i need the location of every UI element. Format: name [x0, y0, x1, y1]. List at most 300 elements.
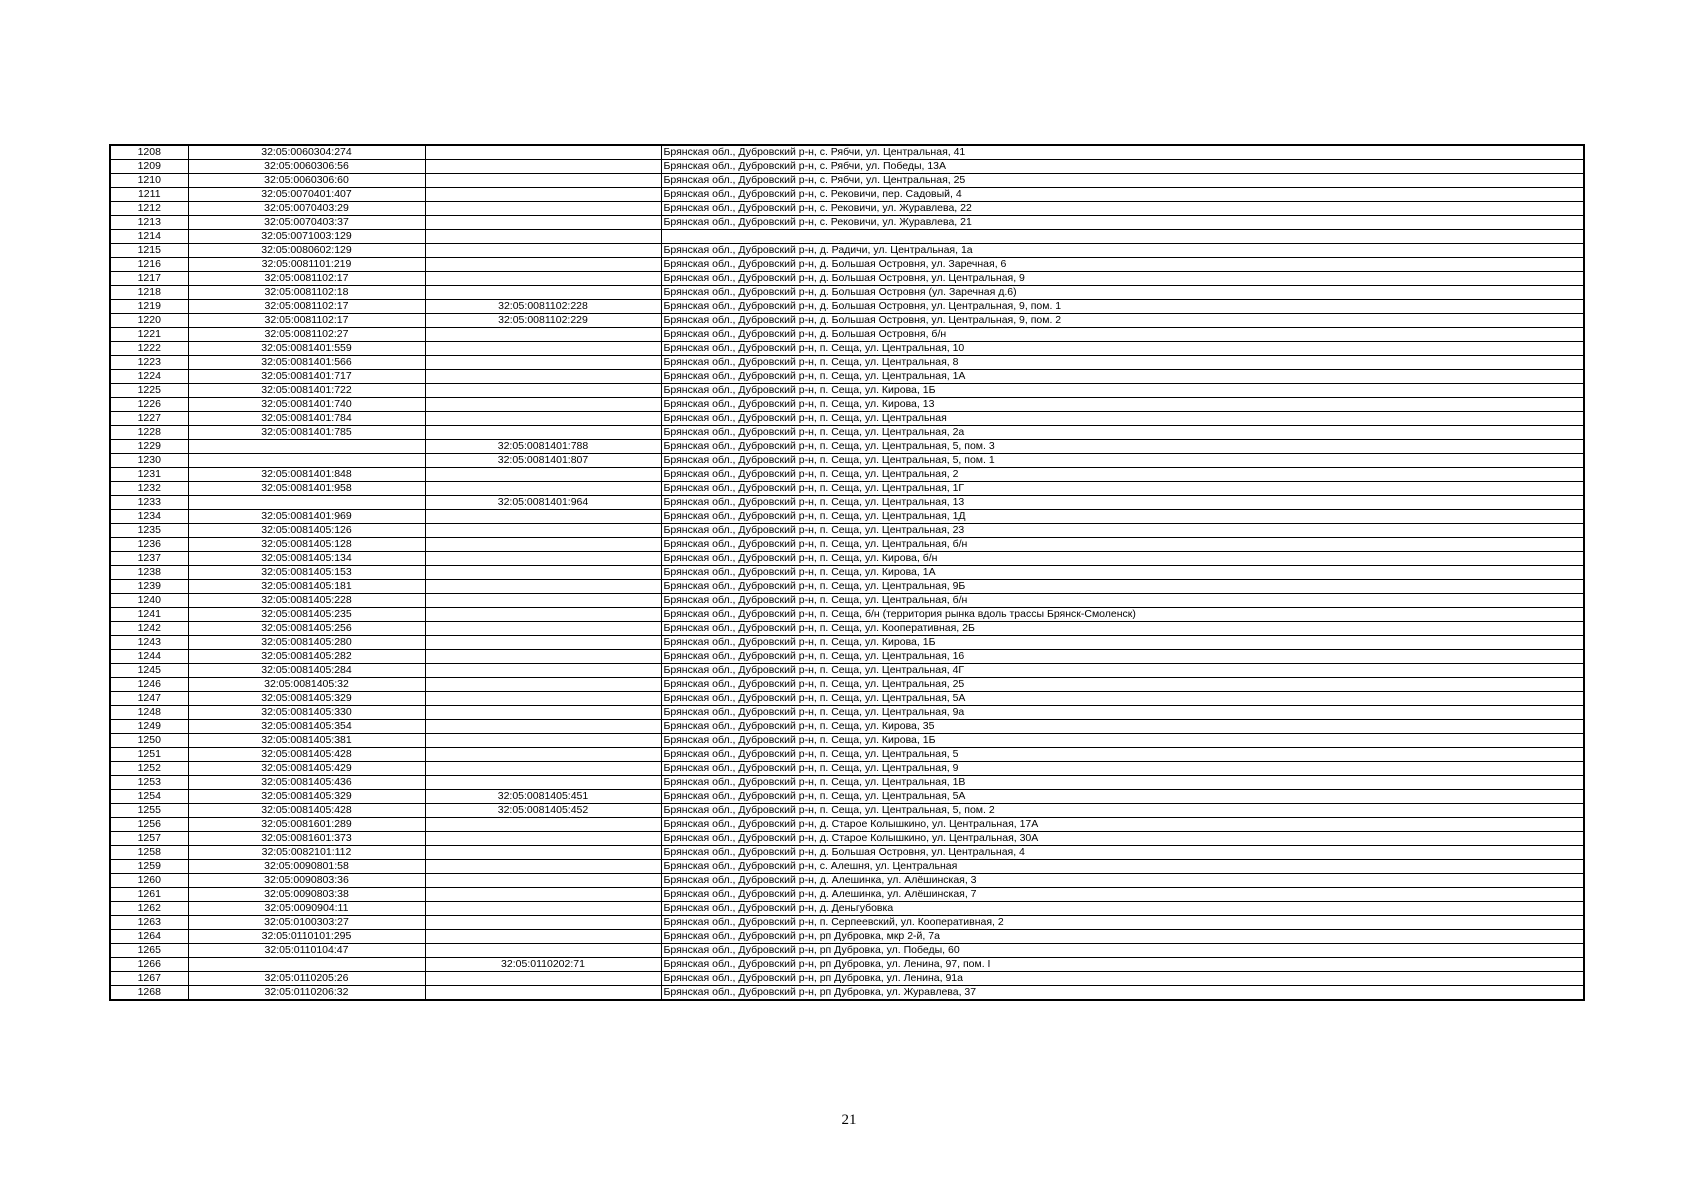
cadastral-number-cell: 32:05:0081401:740 — [188, 398, 425, 412]
table-row — [110, 930, 1584, 944]
cadastral-number-cell: 32:05:0081601:289 — [188, 818, 425, 832]
room-cadastral-number-cell — [425, 888, 661, 902]
row-number-cell: 1227 — [110, 412, 188, 426]
row-number-cell: 1250 — [110, 734, 188, 748]
cadastral-number-cell: 32:05:0081405:282 — [188, 650, 425, 664]
room-cadastral-number-cell — [425, 818, 661, 832]
table-row — [110, 608, 1584, 622]
row-number-cell: 1252 — [110, 762, 188, 776]
row-number-cell: 1268 — [110, 986, 188, 1001]
row-number-cell: 1225 — [110, 384, 188, 398]
address-cell: Брянская обл., Дубровский р-н, п. Сеща, ул. Кирова, б/н — [661, 552, 1584, 566]
address-cell: Брянская обл., Дубровский р-н, д. Деньгубовка — [661, 902, 1584, 916]
row-number-cell: 1239 — [110, 580, 188, 594]
room-cadastral-number-cell — [425, 594, 661, 608]
row-number-cell: 1240 — [110, 594, 188, 608]
room-cadastral-number-cell — [425, 524, 661, 538]
registry-table — [109, 144, 1585, 1001]
row-number-cell: 1246 — [110, 678, 188, 692]
cadastral-number-cell: 32:05:0070403:29 — [188, 202, 425, 216]
address-cell: Брянская обл., Дубровский р-н, д. Радичи, ул. Центральная, 1а — [661, 244, 1584, 258]
row-number-cell: 1265 — [110, 944, 188, 958]
room-cadastral-number-cell — [425, 244, 661, 258]
room-cadastral-number-cell — [425, 426, 661, 440]
address-cell: Брянская обл., Дубровский р-н, п. Сеща, ул. Центральная, 5, пом. 1 — [661, 454, 1584, 468]
row-number-cell: 1215 — [110, 244, 188, 258]
cadastral-number-cell: 32:05:0081405:330 — [188, 706, 425, 720]
row-number-cell: 1212 — [110, 202, 188, 216]
room-cadastral-number-cell — [425, 566, 661, 580]
cadastral-number-cell: 32:05:0081405:128 — [188, 538, 425, 552]
cadastral-number-cell: 32:05:0100303:27 — [188, 916, 425, 930]
row-number-cell: 1247 — [110, 692, 188, 706]
table-row — [110, 188, 1584, 202]
table-row — [110, 524, 1584, 538]
cadastral-number-cell — [188, 454, 425, 468]
cadastral-number-cell: 32:05:0081405:428 — [188, 804, 425, 818]
room-cadastral-number-cell — [425, 664, 661, 678]
address-cell: Брянская обл., Дубровский р-н, п. Сеща, ул. Центральная, 1Г — [661, 482, 1584, 496]
cadastral-number-cell: 32:05:0081405:181 — [188, 580, 425, 594]
row-number-cell: 1231 — [110, 468, 188, 482]
cadastral-number-cell: 32:05:0081405:235 — [188, 608, 425, 622]
address-cell: Брянская обл., Дубровский р-н, с. Рябчи, ул. Центральная, 41 — [661, 145, 1584, 160]
row-number-cell: 1254 — [110, 790, 188, 804]
table-row — [110, 454, 1584, 468]
table-row — [110, 160, 1584, 174]
table-row — [110, 650, 1584, 664]
room-cadastral-number-cell — [425, 160, 661, 174]
room-cadastral-number-cell — [425, 762, 661, 776]
room-cadastral-number-cell — [425, 412, 661, 426]
row-number-cell: 1256 — [110, 818, 188, 832]
row-number-cell: 1267 — [110, 972, 188, 986]
room-cadastral-number-cell — [425, 510, 661, 524]
cadastral-number-cell: 32:05:0081102:17 — [188, 314, 425, 328]
room-cadastral-number-cell — [425, 286, 661, 300]
row-number-cell: 1257 — [110, 832, 188, 846]
room-cadastral-number-cell — [425, 874, 661, 888]
row-number-cell: 1262 — [110, 902, 188, 916]
table-row — [110, 426, 1584, 440]
row-number-cell: 1213 — [110, 216, 188, 230]
room-cadastral-number-cell — [425, 230, 661, 244]
room-cadastral-number-cell — [425, 216, 661, 230]
address-cell: Брянская обл., Дубровский р-н, п. Сеща, ул. Центральная, 1Д — [661, 510, 1584, 524]
room-cadastral-number-cell — [425, 174, 661, 188]
table-row — [110, 986, 1584, 1001]
room-cadastral-number-cell — [425, 552, 661, 566]
address-cell: Брянская обл., Дубровский р-н, д. Большая Островня (ул. Заречная д.6) — [661, 286, 1584, 300]
address-cell: Брянская обл., Дубровский р-н, п. Сеща, ул. Кооперативная, 2Б — [661, 622, 1584, 636]
room-cadastral-number-cell — [425, 202, 661, 216]
room-cadastral-number-cell — [425, 776, 661, 790]
address-cell: Брянская обл., Дубровский р-н, д. Большая Островня, ул. Центральная, 9, пом. 2 — [661, 314, 1584, 328]
row-number-cell: 1211 — [110, 188, 188, 202]
address-cell: Брянская обл., Дубровский р-н, п. Сеща, б/н (территория рынка вдоль трассы Брянск-Смоленск) — [661, 608, 1584, 622]
table-row — [110, 804, 1584, 818]
table-row — [110, 706, 1584, 720]
row-number-cell: 1234 — [110, 510, 188, 524]
room-cadastral-number-cell — [425, 916, 661, 930]
address-cell: Брянская обл., Дубровский р-н, рп Дубровка, ул. Журавлева, 37 — [661, 986, 1584, 1001]
row-number-cell: 1261 — [110, 888, 188, 902]
cadastral-number-cell: 32:05:0081405:329 — [188, 692, 425, 706]
room-cadastral-number-cell — [425, 398, 661, 412]
address-cell: Брянская обл., Дубровский р-н, п. Сеща, ул. Центральная, 4Г — [661, 664, 1584, 678]
table-row — [110, 145, 1584, 160]
row-number-cell: 1253 — [110, 776, 188, 790]
cadastral-number-cell: 32:05:0090803:36 — [188, 874, 425, 888]
room-cadastral-number-cell: 32:05:0081405:451 — [425, 790, 661, 804]
table-row — [110, 272, 1584, 286]
address-cell: Брянская обл., Дубровский р-н, д. Большая Островня, ул. Центральная, 4 — [661, 846, 1584, 860]
cadastral-number-cell: 32:05:0090801:58 — [188, 860, 425, 874]
cadastral-number-cell: 32:05:0081405:228 — [188, 594, 425, 608]
cadastral-number-cell: 32:05:0081405:32 — [188, 678, 425, 692]
table-row — [110, 874, 1584, 888]
row-number-cell: 1244 — [110, 650, 188, 664]
table-row — [110, 566, 1584, 580]
address-cell: Брянская обл., Дубровский р-н, п. Сеща, ул. Кирова, 1Б — [661, 734, 1584, 748]
room-cadastral-number-cell — [425, 832, 661, 846]
address-cell: Брянская обл., Дубровский р-н, с. Рябчи, ул. Победы, 13А — [661, 160, 1584, 174]
cadastral-number-cell: 32:05:0081405:354 — [188, 720, 425, 734]
table-row — [110, 692, 1584, 706]
room-cadastral-number-cell — [425, 636, 661, 650]
table-row — [110, 258, 1584, 272]
room-cadastral-number-cell — [425, 678, 661, 692]
table-row — [110, 860, 1584, 874]
room-cadastral-number-cell: 32:05:0081405:452 — [425, 804, 661, 818]
row-number-cell: 1238 — [110, 566, 188, 580]
cadastral-number-cell: 32:05:0081401:784 — [188, 412, 425, 426]
room-cadastral-number-cell — [425, 692, 661, 706]
row-number-cell: 1258 — [110, 846, 188, 860]
address-cell: Брянская обл., Дубровский р-н, д. Большая Островня, ул. Центральная, 9 — [661, 272, 1584, 286]
room-cadastral-number-cell — [425, 328, 661, 342]
cadastral-number-cell: 32:05:0060306:60 — [188, 174, 425, 188]
address-cell: Брянская обл., Дубровский р-н, п. Сеща, ул. Центральная, 16 — [661, 650, 1584, 664]
row-number-cell: 1235 — [110, 524, 188, 538]
row-number-cell: 1263 — [110, 916, 188, 930]
address-cell: Брянская обл., Дубровский р-н, п. Сеща, ул. Центральная, 9 — [661, 762, 1584, 776]
registry-table-body — [110, 145, 1584, 1000]
cadastral-number-cell: 32:05:0081405:256 — [188, 622, 425, 636]
cadastral-number-cell: 32:05:0070403:37 — [188, 216, 425, 230]
table-row — [110, 398, 1584, 412]
address-cell: Брянская обл., Дубровский р-н, п. Сеща, ул. Центральная, 2 — [661, 468, 1584, 482]
room-cadastral-number-cell — [425, 258, 661, 272]
address-cell: Брянская обл., Дубровский р-н, п. Сеща, ул. Центральная, 5 — [661, 748, 1584, 762]
room-cadastral-number-cell — [425, 622, 661, 636]
room-cadastral-number-cell — [425, 272, 661, 286]
cadastral-number-cell: 32:05:0081405:428 — [188, 748, 425, 762]
table-row — [110, 622, 1584, 636]
cadastral-number-cell: 32:05:0081405:134 — [188, 552, 425, 566]
cadastral-number-cell: 32:05:0081401:969 — [188, 510, 425, 524]
room-cadastral-number-cell — [425, 384, 661, 398]
cadastral-number-cell: 32:05:0081401:559 — [188, 342, 425, 356]
table-row — [110, 328, 1584, 342]
room-cadastral-number-cell — [425, 356, 661, 370]
address-cell: Брянская обл., Дубровский р-н, д. Большая Островня, ул. Центральная, 9, пом. 1 — [661, 300, 1584, 314]
table-row — [110, 230, 1584, 244]
row-number-cell: 1223 — [110, 356, 188, 370]
address-cell: Брянская обл., Дубровский р-н, п. Сеща, ул. Центральная, 13 — [661, 496, 1584, 510]
row-number-cell: 1241 — [110, 608, 188, 622]
table-row — [110, 286, 1584, 300]
room-cadastral-number-cell — [425, 342, 661, 356]
table-row — [110, 552, 1584, 566]
address-cell: Брянская обл., Дубровский р-н, п. Сеща, ул. Центральная, 23 — [661, 524, 1584, 538]
row-number-cell: 1260 — [110, 874, 188, 888]
row-number-cell: 1219 — [110, 300, 188, 314]
room-cadastral-number-cell — [425, 370, 661, 384]
room-cadastral-number-cell — [425, 846, 661, 860]
cadastral-number-cell: 32:05:0090904:11 — [188, 902, 425, 916]
table-row — [110, 958, 1584, 972]
row-number-cell: 1251 — [110, 748, 188, 762]
room-cadastral-number-cell: 32:05:0081401:807 — [425, 454, 661, 468]
cadastral-number-cell: 32:05:0081101:219 — [188, 258, 425, 272]
row-number-cell: 1210 — [110, 174, 188, 188]
row-number-cell: 1221 — [110, 328, 188, 342]
address-cell: Брянская обл., Дубровский р-н, д. Большая Островня, б/н — [661, 328, 1584, 342]
address-cell: Брянская обл., Дубровский р-н, п. Сеща, ул. Центральная, б/н — [661, 594, 1584, 608]
table-row — [110, 412, 1584, 426]
table-row — [110, 510, 1584, 524]
row-number-cell: 1228 — [110, 426, 188, 440]
page-number: 21 — [841, 1112, 857, 1128]
table-row — [110, 370, 1584, 384]
cadastral-number-cell: 32:05:0081102:27 — [188, 328, 425, 342]
cadastral-number-cell — [188, 440, 425, 454]
room-cadastral-number-cell — [425, 944, 661, 958]
table-row — [110, 300, 1584, 314]
row-number-cell: 1208 — [110, 145, 188, 160]
room-cadastral-number-cell — [425, 706, 661, 720]
address-cell: Брянская обл., Дубровский р-н, с. Рековичи, пер. Садовый, 4 — [661, 188, 1584, 202]
row-number-cell: 1218 — [110, 286, 188, 300]
address-cell: Брянская обл., Дубровский р-н, п. Сеща, ул. Центральная, б/н — [661, 538, 1584, 552]
table-row — [110, 468, 1584, 482]
room-cadastral-number-cell: 32:05:0081102:228 — [425, 300, 661, 314]
address-cell: Брянская обл., Дубровский р-н, д. Старое Колышкино, ул. Центральная, 30А — [661, 832, 1584, 846]
table-row — [110, 776, 1584, 790]
address-cell: Брянская обл., Дубровский р-н, п. Сеща, ул. Кирова, 1Б — [661, 384, 1584, 398]
address-cell: Брянская обл., Дубровский р-н, п. Сеща, ул. Центральная, 8 — [661, 356, 1584, 370]
cadastral-number-cell: 32:05:0081405:153 — [188, 566, 425, 580]
room-cadastral-number-cell — [425, 986, 661, 1001]
cadastral-number-cell: 32:05:0081102:17 — [188, 272, 425, 286]
row-number-cell: 1214 — [110, 230, 188, 244]
table-row — [110, 384, 1584, 398]
row-number-cell: 1236 — [110, 538, 188, 552]
address-cell: Брянская обл., Дубровский р-н, п. Сеща, ул. Центральная, 10 — [661, 342, 1584, 356]
cadastral-number-cell: 32:05:0110206:32 — [188, 986, 425, 1001]
address-cell: Брянская обл., Дубровский р-н, п. Сеща, ул. Центральная, 9Б — [661, 580, 1584, 594]
address-cell: Брянская обл., Дубровский р-н, п. Сеща, ул. Центральная, 5, пом. 3 — [661, 440, 1584, 454]
room-cadastral-number-cell — [425, 860, 661, 874]
cadastral-number-cell: 32:05:0081401:958 — [188, 482, 425, 496]
row-number-cell: 1224 — [110, 370, 188, 384]
cadastral-number-cell: 32:05:0081102:18 — [188, 286, 425, 300]
room-cadastral-number-cell — [425, 972, 661, 986]
table-row — [110, 174, 1584, 188]
room-cadastral-number-cell — [425, 188, 661, 202]
table-row — [110, 202, 1584, 216]
row-number-cell: 1249 — [110, 720, 188, 734]
cadastral-number-cell: 32:05:0081401:722 — [188, 384, 425, 398]
row-number-cell: 1245 — [110, 664, 188, 678]
row-number-cell: 1216 — [110, 258, 188, 272]
address-cell: Брянская обл., Дубровский р-н, п. Серпеевский, ул. Кооперативная, 2 — [661, 916, 1584, 930]
cadastral-number-cell: 32:05:0081405:280 — [188, 636, 425, 650]
row-number-cell: 1248 — [110, 706, 188, 720]
address-cell: Брянская обл., Дубровский р-н, рп Дубровка, ул. Ленина, 97, пом. I — [661, 958, 1584, 972]
table-row — [110, 580, 1584, 594]
table-row — [110, 440, 1584, 454]
row-number-cell: 1217 — [110, 272, 188, 286]
room-cadastral-number-cell — [425, 608, 661, 622]
address-cell: Брянская обл., Дубровский р-н, с. Рековичи, ул. Журавлева, 21 — [661, 216, 1584, 230]
room-cadastral-number-cell — [425, 930, 661, 944]
table-row — [110, 902, 1584, 916]
table-row — [110, 762, 1584, 776]
cadastral-number-cell: 32:05:0110205:26 — [188, 972, 425, 986]
address-cell: Брянская обл., Дубровский р-н, п. Сеща, ул. Кирова, 1А — [661, 566, 1584, 580]
room-cadastral-number-cell: 32:05:0081102:229 — [425, 314, 661, 328]
room-cadastral-number-cell — [425, 468, 661, 482]
address-cell: Брянская обл., Дубровский р-н, с. Алешня, ул. Центральная — [661, 860, 1584, 874]
row-number-cell: 1266 — [110, 958, 188, 972]
room-cadastral-number-cell — [425, 720, 661, 734]
address-cell: Брянская обл., Дубровский р-н, п. Сеща, ул. Центральная, 1А — [661, 370, 1584, 384]
table-row — [110, 916, 1584, 930]
row-number-cell: 1242 — [110, 622, 188, 636]
room-cadastral-number-cell: 32:05:0081401:788 — [425, 440, 661, 454]
cadastral-number-cell: 32:05:0081405:329 — [188, 790, 425, 804]
address-cell: Брянская обл., Дубровский р-н, п. Сеща, ул. Центральная, 9а — [661, 706, 1584, 720]
row-number-cell: 1232 — [110, 482, 188, 496]
cadastral-number-cell: 32:05:0081401:717 — [188, 370, 425, 384]
address-cell: Брянская обл., Дубровский р-н, с. Рябчи, ул. Центральная, 25 — [661, 174, 1584, 188]
room-cadastral-number-cell — [425, 748, 661, 762]
row-number-cell: 1222 — [110, 342, 188, 356]
table-row — [110, 790, 1584, 804]
table-row — [110, 678, 1584, 692]
cadastral-number-cell: 32:05:0081405:429 — [188, 762, 425, 776]
row-number-cell: 1209 — [110, 160, 188, 174]
table-row — [110, 818, 1584, 832]
table-row — [110, 636, 1584, 650]
room-cadastral-number-cell — [425, 482, 661, 496]
table-row — [110, 972, 1584, 986]
table-row — [110, 244, 1584, 258]
cadastral-number-cell: 32:05:0060304:274 — [188, 145, 425, 160]
table-row — [110, 482, 1584, 496]
cadastral-number-cell: 32:05:0110101:295 — [188, 930, 425, 944]
address-cell: Брянская обл., Дубровский р-н, д. Алешинка, ул. Алёшинская, 3 — [661, 874, 1584, 888]
row-number-cell: 1233 — [110, 496, 188, 510]
address-cell: Брянская обл., Дубровский р-н, п. Сеща, ул. Центральная, 5А — [661, 790, 1584, 804]
table-row — [110, 664, 1584, 678]
cadastral-number-cell: 32:05:0081601:373 — [188, 832, 425, 846]
room-cadastral-number-cell — [425, 145, 661, 160]
cadastral-number-cell: 32:05:0080602:129 — [188, 244, 425, 258]
address-cell: Брянская обл., Дубровский р-н, п. Сеща, ул. Кирова, 13 — [661, 398, 1584, 412]
table-row — [110, 496, 1584, 510]
row-number-cell: 1220 — [110, 314, 188, 328]
cadastral-number-cell: 32:05:0070401:407 — [188, 188, 425, 202]
table-row — [110, 314, 1584, 328]
room-cadastral-number-cell — [425, 580, 661, 594]
row-number-cell: 1237 — [110, 552, 188, 566]
row-number-cell: 1230 — [110, 454, 188, 468]
room-cadastral-number-cell — [425, 538, 661, 552]
address-cell: Брянская обл., Дубровский р-н, рп Дубровка, мкр 2-й, 7а — [661, 930, 1584, 944]
cadastral-number-cell: 32:05:0060306:56 — [188, 160, 425, 174]
address-cell: Брянская обл., Дубровский р-н, п. Сеща, ул. Кирова, 35 — [661, 720, 1584, 734]
address-cell: Брянская обл., Дубровский р-н, п. Сеща, ул. Центральная, 2а — [661, 426, 1584, 440]
address-cell: Брянская обл., Дубровский р-н, п. Сеща, ул. Центральная — [661, 412, 1584, 426]
room-cadastral-number-cell: 32:05:0110202:71 — [425, 958, 661, 972]
table-row — [110, 594, 1584, 608]
cadastral-number-cell: 32:05:0082101:112 — [188, 846, 425, 860]
cadastral-number-cell: 32:05:0081405:126 — [188, 524, 425, 538]
cadastral-number-cell: 32:05:0081401:848 — [188, 468, 425, 482]
address-cell: Брянская обл., Дубровский р-н, д. Старое Колышкино, ул. Центральная, 17А — [661, 818, 1584, 832]
address-cell: Брянская обл., Дубровский р-н, д. Алешинка, ул. Алёшинская, 7 — [661, 888, 1584, 902]
cadastral-number-cell: 32:05:0071003:129 — [188, 230, 425, 244]
table-row — [110, 356, 1584, 370]
address-cell: Брянская обл., Дубровский р-н, п. Сеща, ул. Центральная, 5, пом. 2 — [661, 804, 1584, 818]
address-cell: Брянская обл., Дубровский р-н, рп Дубровка, ул. Ленина, 91а — [661, 972, 1584, 986]
table-row — [110, 734, 1584, 748]
table-row — [110, 832, 1584, 846]
address-cell: Брянская обл., Дубровский р-н, д. Большая Островня, ул. Заречная, 6 — [661, 258, 1584, 272]
address-cell: Брянская обл., Дубровский р-н, п. Сеща, ул. Центральная, 1В — [661, 776, 1584, 790]
table-row — [110, 748, 1584, 762]
cadastral-number-cell: 32:05:0081405:284 — [188, 664, 425, 678]
cadastral-number-cell — [188, 958, 425, 972]
cadastral-number-cell: 32:05:0081405:436 — [188, 776, 425, 790]
room-cadastral-number-cell: 32:05:0081401:964 — [425, 496, 661, 510]
table-row — [110, 342, 1584, 356]
row-number-cell: 1226 — [110, 398, 188, 412]
room-cadastral-number-cell — [425, 902, 661, 916]
cadastral-number-cell: 32:05:0081401:566 — [188, 356, 425, 370]
room-cadastral-number-cell — [425, 650, 661, 664]
table-row — [110, 888, 1584, 902]
address-cell: Брянская обл., Дубровский р-н, п. Сеща, ул. Кирова, 1Б — [661, 636, 1584, 650]
table-row — [110, 216, 1584, 230]
cadastral-number-cell: 32:05:0090803:38 — [188, 888, 425, 902]
row-number-cell: 1264 — [110, 930, 188, 944]
table-row — [110, 538, 1584, 552]
address-cell: Брянская обл., Дубровский р-н, рп Дубровка, ул. Победы, 60 — [661, 944, 1584, 958]
table-row — [110, 944, 1584, 958]
cadastral-number-cell: 32:05:0081102:17 — [188, 300, 425, 314]
address-cell: Брянская обл., Дубровский р-н, п. Сеща, ул. Центральная, 5А — [661, 692, 1584, 706]
row-number-cell: 1243 — [110, 636, 188, 650]
room-cadastral-number-cell — [425, 734, 661, 748]
address-cell: Брянская обл., Дубровский р-н, п. Сеща, ул. Центральная, 25 — [661, 678, 1584, 692]
table-row — [110, 846, 1584, 860]
cadastral-number-cell — [188, 496, 425, 510]
cadastral-number-cell: 32:05:0081401:785 — [188, 426, 425, 440]
